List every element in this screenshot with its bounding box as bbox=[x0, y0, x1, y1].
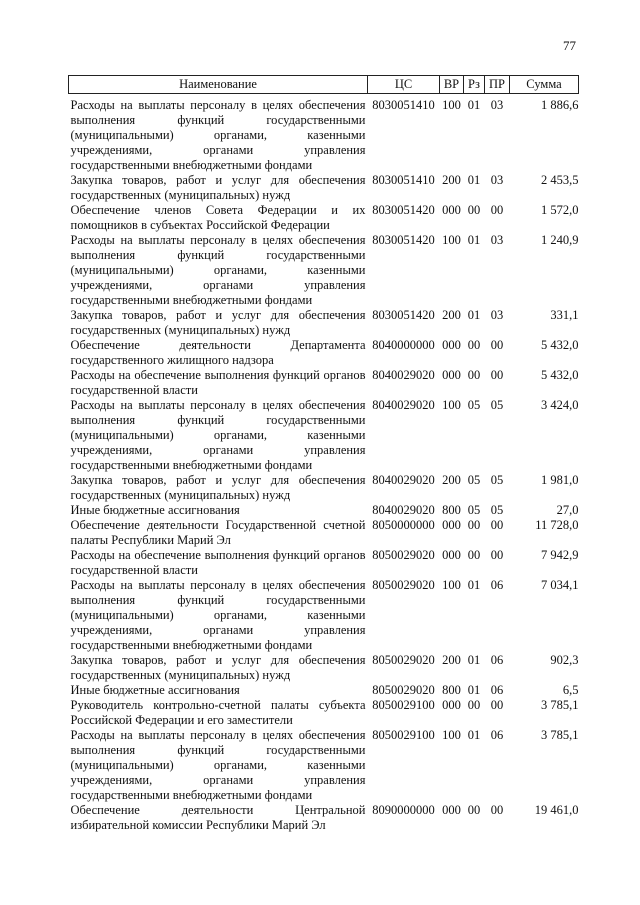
cell-rz: 05 bbox=[467, 473, 481, 487]
header-vr: ВР bbox=[440, 76, 464, 94]
cell-sum: 3 424,0 bbox=[541, 398, 579, 412]
cell-pr: 05 bbox=[490, 398, 504, 412]
cell-rz: 00 bbox=[467, 368, 481, 382]
cell-rz: 01 bbox=[467, 578, 481, 592]
cell-cs: 8040029020 bbox=[372, 473, 435, 487]
table-row bbox=[69, 368, 579, 398]
cell-pr: 03 bbox=[490, 98, 504, 112]
cell-rz: 00 bbox=[467, 518, 481, 532]
cell-pr: 00 bbox=[490, 203, 504, 217]
table-row bbox=[69, 173, 579, 203]
cell-name: Расходы на обеспечение выполнения функций органов государственной власти bbox=[70, 368, 366, 397]
cell-pr: 00 bbox=[490, 338, 504, 352]
cell-cs: 8030051420 bbox=[372, 203, 435, 217]
cell-rz: 00 bbox=[467, 803, 481, 817]
cell-cs: 8040000000 bbox=[372, 338, 435, 352]
cell-vr: 000 bbox=[442, 338, 461, 352]
cell-sum: 331,1 bbox=[550, 308, 579, 322]
table-row bbox=[69, 94, 579, 174]
cell-vr: 100 bbox=[442, 578, 461, 592]
cell-rz: 05 bbox=[467, 398, 481, 412]
cell-vr: 100 bbox=[442, 233, 461, 247]
cell-cs: 8050029100 bbox=[372, 698, 435, 712]
header-sum: Сумма bbox=[510, 76, 579, 94]
cell-rz: 01 bbox=[467, 653, 481, 667]
cell-cs: 8050000000 bbox=[372, 518, 435, 532]
cell-cs: 8030051420 bbox=[372, 308, 435, 322]
header-name: Наименование bbox=[69, 76, 368, 94]
cell-name: Расходы на выплаты персоналу в целях обеспечения выполнения функций государственными (муниципальными) органами, казенными учреждениями, органами управления государственными внебюджетными фондами bbox=[70, 398, 366, 472]
cell-sum: 902,3 bbox=[550, 653, 579, 667]
table-body bbox=[69, 94, 579, 834]
cell-pr: 00 bbox=[490, 698, 504, 712]
cell-sum: 7 034,1 bbox=[541, 578, 579, 592]
cell-sum: 3 785,1 bbox=[541, 698, 579, 712]
cell-cs: 8050029020 bbox=[372, 683, 435, 697]
cell-vr: 200 bbox=[442, 308, 461, 322]
cell-name: Закупка товаров, работ и услуг для обеспечения государственных (муниципальных) нужд bbox=[70, 308, 366, 337]
cell-cs: 8030051420 bbox=[372, 233, 435, 247]
table-row bbox=[69, 803, 579, 833]
table-row bbox=[69, 338, 579, 368]
cell-rz: 01 bbox=[467, 98, 481, 112]
cell-name: Руководитель контрольно-счетной палаты субъекта Российской Федерации и его заместители bbox=[70, 698, 366, 727]
cell-name: Обеспечение деятельности Департамента государственного жилищного надзора bbox=[70, 338, 366, 367]
cell-rz: 01 bbox=[467, 728, 481, 742]
table-row bbox=[69, 683, 579, 698]
table-row bbox=[69, 653, 579, 683]
table-row bbox=[69, 233, 579, 308]
cell-sum: 6,5 bbox=[562, 683, 579, 697]
header-row bbox=[69, 76, 579, 94]
cell-name: Расходы на выплаты персоналу в целях обеспечения выполнения функций государственными (муниципальными) органами, казенными учреждениями, органами управления государственными внебюджетными фондами bbox=[70, 578, 366, 652]
cell-pr: 05 bbox=[490, 503, 504, 517]
cell-pr: 00 bbox=[490, 518, 504, 532]
cell-vr: 100 bbox=[442, 98, 461, 112]
table-row bbox=[69, 548, 579, 578]
cell-pr: 00 bbox=[490, 548, 504, 562]
cell-pr: 06 bbox=[490, 578, 504, 592]
cell-rz: 01 bbox=[467, 173, 481, 187]
table-row bbox=[69, 308, 579, 338]
cell-name: Обеспечение деятельности Государственной счетной палаты Республики Марий Эл bbox=[70, 518, 366, 547]
cell-vr: 200 bbox=[442, 473, 461, 487]
cell-sum: 2 453,5 bbox=[541, 173, 579, 187]
table-row bbox=[69, 518, 579, 548]
cell-cs: 8030051410 bbox=[372, 98, 435, 112]
budget-table bbox=[68, 75, 579, 833]
cell-vr: 100 bbox=[442, 398, 461, 412]
cell-vr: 800 bbox=[442, 503, 461, 517]
table-row bbox=[69, 473, 579, 503]
cell-vr: 000 bbox=[442, 203, 461, 217]
cell-rz: 00 bbox=[467, 548, 481, 562]
header-rz: Рз bbox=[464, 76, 485, 94]
cell-pr: 00 bbox=[490, 368, 504, 382]
header-cs: ЦС bbox=[368, 76, 440, 94]
table-row bbox=[69, 203, 579, 233]
cell-name: Расходы на выплаты персоналу в целях обеспечения выполнения функций государственными (муниципальными) органами, казенными учреждениями, органами управления государственными внебюджетными фондами bbox=[70, 728, 366, 802]
cell-vr: 000 bbox=[442, 698, 461, 712]
cell-vr: 100 bbox=[442, 728, 461, 742]
cell-name: Обеспечение деятельности Центральной избирательной комиссии Республики Марий Эл bbox=[70, 803, 366, 832]
cell-rz: 05 bbox=[467, 503, 481, 517]
cell-rz: 00 bbox=[467, 698, 481, 712]
cell-sum: 27,0 bbox=[556, 503, 579, 517]
cell-pr: 00 bbox=[490, 803, 504, 817]
cell-sum: 1 981,0 bbox=[541, 473, 579, 487]
cell-cs: 8050029020 bbox=[372, 578, 435, 592]
cell-name: Иные бюджетные ассигнования bbox=[70, 683, 240, 697]
cell-name: Закупка товаров, работ и услуг для обеспечения государственных (муниципальных) нужд bbox=[70, 173, 366, 202]
cell-name: Закупка товаров, работ и услуг для обеспечения государственных (муниципальных) нужд bbox=[70, 653, 366, 682]
cell-cs: 8050029020 bbox=[372, 653, 435, 667]
cell-cs: 8040029020 bbox=[372, 503, 435, 517]
table-row bbox=[69, 578, 579, 653]
cell-cs: 8040029020 bbox=[372, 398, 435, 412]
cell-pr: 03 bbox=[490, 233, 504, 247]
cell-sum: 5 432,0 bbox=[541, 368, 579, 382]
cell-pr: 05 bbox=[490, 473, 504, 487]
cell-name: Иные бюджетные ассигнования bbox=[70, 503, 240, 517]
cell-cs: 8090000000 bbox=[372, 803, 435, 817]
cell-cs: 8040029020 bbox=[372, 368, 435, 382]
cell-pr: 03 bbox=[490, 308, 504, 322]
cell-sum: 19 461,0 bbox=[534, 803, 579, 817]
cell-pr: 06 bbox=[490, 728, 504, 742]
cell-sum: 5 432,0 bbox=[541, 338, 579, 352]
cell-sum: 11 728,0 bbox=[535, 518, 579, 532]
cell-rz: 01 bbox=[467, 308, 481, 322]
cell-vr: 200 bbox=[442, 173, 461, 187]
cell-name: Расходы на выплаты персоналу в целях обеспечения выполнения функций государственными (муниципальными) органами, казенными учреждениями, органами управления государственными внебюджетными фондами bbox=[70, 233, 366, 307]
cell-rz: 00 bbox=[467, 203, 481, 217]
cell-sum: 1 240,9 bbox=[541, 233, 579, 247]
cell-rz: 01 bbox=[467, 233, 481, 247]
cell-vr: 800 bbox=[442, 683, 461, 697]
table-row bbox=[69, 728, 579, 803]
cell-vr: 200 bbox=[442, 653, 461, 667]
table-row bbox=[69, 503, 579, 518]
cell-rz: 01 bbox=[467, 683, 481, 697]
cell-pr: 06 bbox=[490, 653, 504, 667]
table-row bbox=[69, 698, 579, 728]
cell-sum: 1 886,6 bbox=[541, 98, 579, 112]
page-number: 77 bbox=[563, 38, 576, 53]
cell-pr: 06 bbox=[490, 683, 504, 697]
cell-cs: 8050029020 bbox=[372, 548, 435, 562]
cell-vr: 000 bbox=[442, 803, 461, 817]
cell-vr: 000 bbox=[442, 518, 461, 532]
cell-name: Расходы на выплаты персоналу в целях обеспечения выполнения функций государственными (муниципальными) органами, казенными учреждениями, органами управления государственными внебюджетными фондами bbox=[70, 98, 366, 172]
cell-vr: 000 bbox=[442, 368, 461, 382]
cell-vr: 000 bbox=[442, 548, 461, 562]
cell-name: Обеспечение членов Совета Федерации и их помощников в субъектах Российской Федерации bbox=[70, 203, 366, 232]
cell-sum: 7 942,9 bbox=[541, 548, 579, 562]
cell-sum: 3 785,1 bbox=[541, 728, 579, 742]
cell-cs: 8050029100 bbox=[372, 728, 435, 742]
cell-name: Закупка товаров, работ и услуг для обеспечения государственных (муниципальных) нужд bbox=[70, 473, 366, 502]
table-row bbox=[69, 398, 579, 473]
cell-rz: 00 bbox=[467, 338, 481, 352]
cell-cs: 8030051410 bbox=[372, 173, 435, 187]
cell-name: Расходы на обеспечение выполнения функций органов государственной власти bbox=[70, 548, 366, 577]
cell-sum: 1 572,0 bbox=[541, 203, 579, 217]
header-pr: ПР bbox=[485, 76, 510, 94]
table-header bbox=[69, 76, 579, 94]
cell-pr: 03 bbox=[490, 173, 504, 187]
